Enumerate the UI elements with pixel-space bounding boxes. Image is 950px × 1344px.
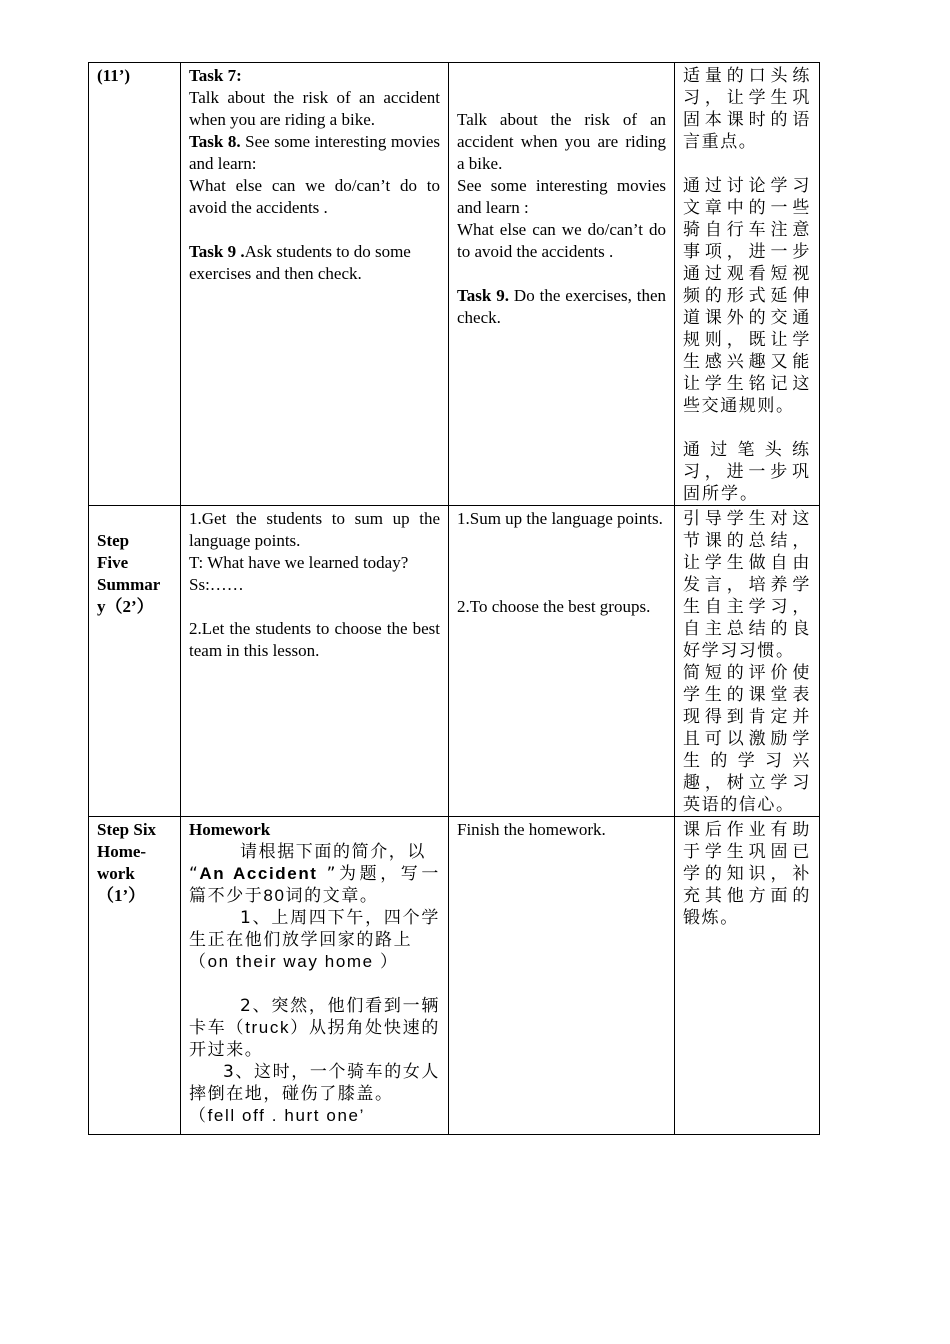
student-activity-cell	[449, 506, 675, 817]
homework-intro	[189, 841, 440, 907]
homework-quote-open: “	[189, 864, 200, 884]
teacher-activity-cell	[181, 63, 449, 506]
homework-item3: 3、这时，一个骑车的女人摔倒在地，碰伤了膝盖。	[189, 1062, 441, 1104]
step-duration: (11’)	[97, 66, 131, 85]
step-cell	[89, 817, 181, 1135]
student-summary-p1: 1.Sum up the language points.	[457, 509, 663, 528]
task9-block	[189, 241, 440, 263]
table-row	[89, 506, 820, 817]
student-activity-cell	[449, 817, 675, 1135]
task8-question: What else can we do/can’t do to avoid the accidents .	[189, 176, 440, 217]
purpose-p1: 适量的口头练习，让学生巩固本课时的语言重点。	[683, 66, 811, 152]
homework-intro-c: 词的文章。	[285, 886, 379, 906]
homework-title: Homework	[189, 820, 271, 839]
step-label-line: Step	[97, 531, 130, 550]
table-row	[89, 817, 820, 1135]
purpose-p1: 课后作业有助于学生巩固已学的知识，补充其他方面的锻炼。	[683, 820, 811, 928]
purpose-cell	[675, 817, 820, 1135]
lesson-plan-table	[88, 62, 820, 1135]
homework-item1-en: （on their way home ）	[189, 952, 399, 971]
teacher-activity-cell	[181, 817, 449, 1135]
homework-intro-b: 为题，写一篇不少于	[189, 864, 441, 906]
task9-label: Task 9 .	[189, 242, 245, 261]
purpose-cell	[675, 63, 820, 506]
homework-intro-a: 请根据下面的简介，以	[240, 842, 426, 862]
task8-label: Task 8.	[189, 132, 241, 151]
homework-item2-a: 2、突然，他们看到一辆卡车（	[189, 996, 440, 1038]
student-task9-label: Task 9.	[457, 286, 510, 305]
step-cell	[89, 63, 181, 506]
purpose-p2: 通过讨论学习文章中的一些骑自行车注意事项，进一步通过观看短视频的形式延伸道课外的交通规则，既让学生感兴趣又能让学生铭记这些交通规则。	[683, 176, 811, 416]
homework-word-count: 80	[263, 886, 286, 905]
task9-text: Ask students to do some	[244, 242, 411, 261]
teacher-activity-cell	[181, 506, 449, 817]
student-task9	[457, 285, 666, 329]
teacher-summary-p1: 1.Get the students to sum up the language points.	[189, 509, 440, 550]
homework-item2-en: truck	[245, 1018, 291, 1037]
homework-item1: 1、上周四下午，四个学生正在他们放学回家的路上	[189, 908, 440, 950]
step-label-line: work	[97, 864, 135, 883]
step-label-line: （1’）	[97, 886, 146, 905]
homework-quote-close: ”	[326, 864, 338, 884]
student-line2: See some interesting movies and learn :	[457, 176, 666, 217]
purpose-cell	[675, 506, 820, 817]
purpose-p3: 通过笔头练习，进一步巩固所学。	[683, 440, 811, 504]
student-summary-p2: 2.To choose the best groups.	[457, 597, 651, 616]
step-label-line: Summar	[97, 575, 161, 594]
homework-item2-b: ）从拐角处快速的开过来。	[189, 1018, 440, 1060]
homework-item3-en: （fell off . hurt one’	[189, 1106, 365, 1125]
teacher-summary-p3: Ss:……	[189, 575, 244, 594]
task8-block	[189, 131, 440, 175]
step-label-line: y（2’）	[97, 597, 154, 616]
student-line1: Talk about the risk of an accident when you are riding a bike.	[457, 110, 666, 173]
teacher-summary-p4: 2.Let the students to choose the best team in this lesson.	[189, 619, 440, 660]
student-line3: What else can we do/can’t do to avoid the accidents .	[457, 220, 666, 261]
task7-text: Talk about the risk of an accident when you are riding a bike.	[189, 88, 440, 129]
step-label-line: Home-	[97, 842, 147, 861]
step-label-line: Five	[97, 553, 129, 572]
homework-item2	[189, 995, 440, 1061]
task8-text: See some interesting movies and learn:	[189, 132, 440, 173]
student-task9-text: Do the exercises, then check.	[457, 286, 666, 327]
teacher-summary-p2: T: What have we learned today?	[189, 553, 409, 572]
step-cell	[89, 506, 181, 817]
purpose-p2: 简短的评价使学生的课堂表现得到肯定并且可以激励学生的学习兴趣，树立学习英语的信心。	[683, 663, 811, 815]
purpose-p1: 引导学生对这节课的总结，让学生做自由发言，培养学生自主学习，自主总结的良好学习习惯。	[683, 509, 811, 661]
step-label-line: Step Six	[97, 820, 157, 839]
student-activity-cell	[449, 63, 675, 506]
student-homework: Finish the homework.	[457, 820, 606, 839]
homework-title-en: An Accident	[199, 864, 318, 883]
task9-text2: exercises and then check.	[189, 264, 362, 283]
table-row	[89, 63, 820, 506]
task7-title: Task 7:	[189, 66, 242, 85]
